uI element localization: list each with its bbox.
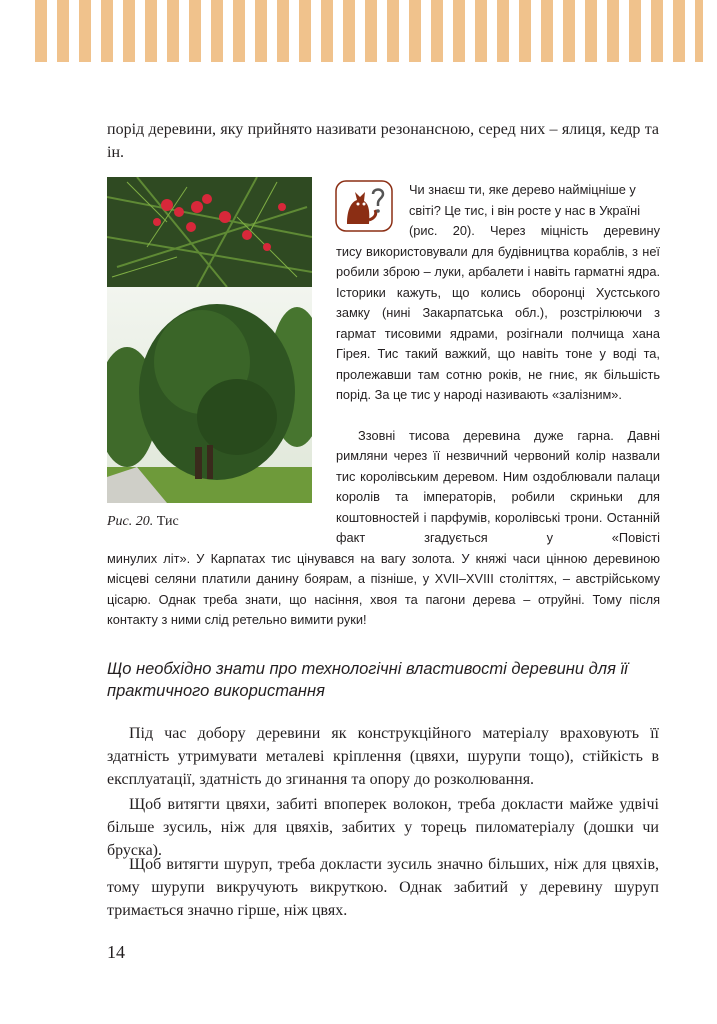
caption-title: Тис bbox=[156, 514, 179, 529]
body-paragraph-3: Щоб витягти шуруп, треба докласти зусиль значно більших, ніж для цвяхів, тому шурупи викручують викруткою. Однак забитий у деревину шуруп тримається значно гірше, ніж цвях. bbox=[107, 856, 659, 919]
section-heading: Що необхідно знати про технологічні властивості деревини для її практичного використання bbox=[107, 660, 628, 700]
yew-photo-illustration bbox=[107, 177, 312, 503]
did-you-know-paragraph-2-continued: минулих літ». У Карпатах тис цінувався на вагу золота. У княжі часи цінною деревиною місцеві селяни платили данину боярам, а пізніше, у XVII–XVIII століттях, – австрійському цісарю. Однак треба знати, що насіння, хвоя та пагони дерева – отруйні. Тому після контакту з ними слід ретельно вимити руки! bbox=[107, 550, 660, 627]
figure-caption bbox=[107, 514, 179, 530]
question-mark-cat-icon bbox=[335, 180, 393, 232]
decorative-header-stripes bbox=[0, 0, 717, 62]
header-margin-left bbox=[0, 0, 35, 62]
intro-paragraph: порід деревини, яку прийнято називати резонансною, серед них – ялиця, кедр та ін. bbox=[107, 121, 659, 161]
did-you-know-line-3: (рис. 20). Через міцність деревину bbox=[409, 223, 660, 238]
body-paragraph-2: Щоб витягти цвяхи, забиті впоперек волокон, треба докласти майже удвічі більше зусиль, ніж для цвяхів, забитих у торець пиломатеріалу (дошки чи бруска). bbox=[107, 796, 659, 859]
did-you-know-paragraph-1: тису використовували для будівництва кораблів, з неї робили зброю – луки, арбалети і навіть гарматні ядра. Історики кажуть, що колись оборонці Хустського замку (нині Закарпатська обл.), розстрілюючи з гармат тисовими ядрами, розігнали полчища хана Гірея. Тис такий важкий, що навіть тоне у воді та, пролежавши там сотню років, не гниє, як більшість порід. За це тис у народі називають «залізним». bbox=[336, 243, 660, 402]
header-margin-right bbox=[703, 0, 717, 62]
did-you-know-line-2: світі? Це тис, і він росте у нас в Україні bbox=[409, 202, 641, 218]
tree-photo bbox=[107, 287, 312, 503]
caption-label: Рис. 20. bbox=[107, 514, 154, 529]
did-you-know-line-1: Чи знаєш ти, яке дерево найміцніше у bbox=[409, 182, 636, 197]
did-you-know-paragraph-2: Ззовні тисова деревина дуже гарна. Давні римляни через її незвичний червоний колір назвали тис королівським деревом. Ним оздоблювали палаци королів та імператорів, робили скриньки для коштовностей і парфумів, королівські трони. Останній факт згадується у «Повісті bbox=[336, 427, 660, 545]
page-number: 14 bbox=[107, 942, 125, 962]
body-paragraph-1: Під час добору деревини як конструкційного матеріалу враховують її здатність утримувати металеві кріплення (цвяхи, шурупи тощо), стійкість в експлуатації, здатність до згинання та опору до розколювання. bbox=[107, 725, 659, 788]
berries-photo bbox=[107, 177, 312, 287]
yew-figure bbox=[107, 177, 312, 503]
